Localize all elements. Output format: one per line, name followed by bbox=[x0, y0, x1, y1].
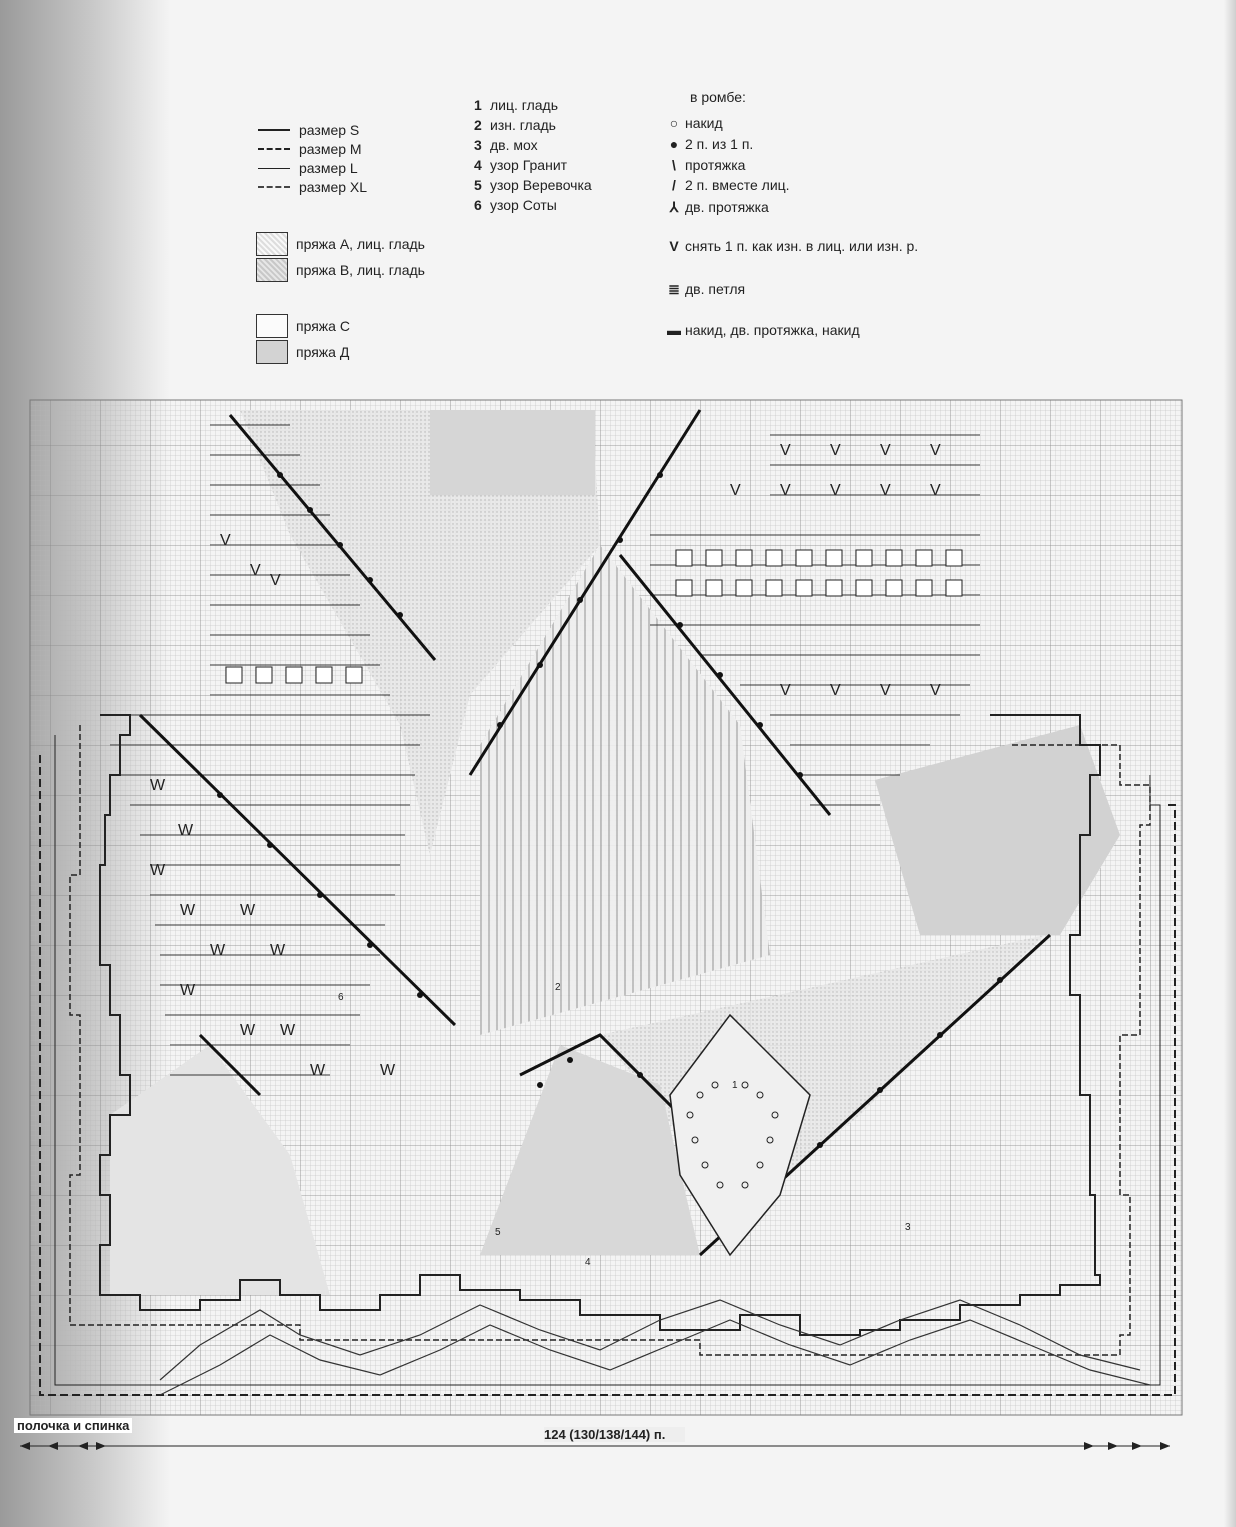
backslash-icon: \ bbox=[672, 157, 676, 173]
legend-size-s: размер S bbox=[258, 121, 359, 139]
svg-text:V: V bbox=[830, 482, 841, 499]
legend-size-l: размер L bbox=[258, 159, 358, 177]
svg-text:V: V bbox=[780, 682, 791, 699]
legend-yarn-d: пряжа Д bbox=[256, 340, 349, 364]
legend-pattern-2: 2 изн. гладь bbox=[474, 117, 556, 133]
svg-text:W: W bbox=[178, 822, 194, 839]
legend-yarn-a: пряжа А, лиц. гладь bbox=[256, 232, 425, 256]
legend-pattern-6: 6 узор Соты bbox=[474, 197, 557, 213]
legend-size-m: размер M bbox=[258, 140, 362, 158]
svg-text:V: V bbox=[930, 482, 941, 499]
svg-text:V: V bbox=[270, 572, 281, 589]
svg-text:V: V bbox=[930, 442, 941, 459]
svg-text:V: V bbox=[880, 482, 891, 499]
legend-yarn-b: пряжа В, лиц. гладь bbox=[256, 258, 425, 282]
legend-symbol-yo-dd-yo: ▬ накид, дв. протяжка, накид bbox=[663, 321, 860, 339]
svg-text:W: W bbox=[270, 942, 286, 959]
footer-left-label: полочка и спинка bbox=[14, 1418, 132, 1433]
legend-symbol-slip: V снять 1 п. как изн. в лиц. или изн. р. bbox=[663, 237, 918, 255]
svg-text:W: W bbox=[210, 942, 226, 959]
legend-pattern-1: 1 лиц. гладь bbox=[474, 97, 559, 113]
chart-label-5: 5 bbox=[495, 1227, 501, 1238]
svg-text:V: V bbox=[830, 442, 841, 459]
svg-text:W: W bbox=[380, 1062, 396, 1079]
dashed-line-icon bbox=[258, 148, 290, 150]
yarn-d-swatch bbox=[256, 340, 288, 364]
legend-size-xl: размер XL bbox=[258, 178, 367, 196]
legend-symbol-double-loop: ≣ дв. петля bbox=[663, 280, 745, 298]
chart-label-3: 3 bbox=[905, 1222, 911, 1233]
chart-label-6: 6 bbox=[338, 992, 344, 1003]
legend-symbol-ssk: \ протяжка bbox=[663, 156, 745, 174]
footer-stitch-count: 124 (130/138/144) п. bbox=[544, 1427, 685, 1442]
open-circle-icon: ○ bbox=[669, 115, 679, 131]
svg-text:V: V bbox=[880, 442, 891, 459]
legend-symbol-increase: ● 2 п. из 1 п. bbox=[663, 135, 753, 153]
width-arrow bbox=[0, 1440, 1236, 1460]
svg-text:V: V bbox=[780, 442, 791, 459]
yarn-b-swatch bbox=[256, 258, 288, 282]
legend-pattern-3: 3 дв. мох bbox=[474, 137, 538, 153]
knitting-chart bbox=[0, 395, 1236, 1425]
region-yarn-d-top bbox=[430, 410, 595, 495]
solid-line-icon bbox=[258, 129, 290, 131]
chart-label-4: 4 bbox=[585, 1257, 591, 1268]
black-rect-icon: ▬ bbox=[667, 322, 681, 338]
legend-symbol-double-decrease: ⅄ дв. протяжка bbox=[663, 198, 769, 216]
thin-line-icon bbox=[258, 168, 290, 169]
v-slip-icon: V bbox=[669, 238, 679, 254]
legend-symbol-yarnover: ○ накид bbox=[663, 114, 723, 132]
legend-rhombus-title: в ромбе: bbox=[690, 89, 746, 105]
legend-symbol-k2tog: / 2 п. вместе лиц. bbox=[663, 176, 790, 194]
yarn-a-swatch bbox=[256, 232, 288, 256]
dashed-line-icon bbox=[258, 186, 290, 188]
svg-text:W: W bbox=[150, 777, 166, 794]
svg-text:W: W bbox=[280, 1022, 296, 1039]
svg-text:W: W bbox=[310, 1062, 326, 1079]
svg-text:V: V bbox=[250, 562, 261, 579]
svg-text:V: V bbox=[880, 682, 891, 699]
svg-text:W: W bbox=[240, 902, 256, 919]
svg-text:V: V bbox=[220, 532, 231, 549]
svg-text:W: W bbox=[180, 982, 196, 999]
yarn-c-swatch bbox=[256, 314, 288, 338]
svg-text:V: V bbox=[930, 682, 941, 699]
chart-label-1: 1 bbox=[732, 1080, 738, 1091]
svg-text:V: V bbox=[830, 682, 841, 699]
double-decrease-icon: ⅄ bbox=[669, 198, 679, 215]
double-loop-icon: ≣ bbox=[668, 280, 680, 297]
slash-icon: / bbox=[672, 177, 676, 193]
svg-text:V: V bbox=[730, 482, 741, 499]
legend-pattern-5: 5 узор Веревочка bbox=[474, 177, 592, 193]
legend-yarn-c: пряжа С bbox=[256, 314, 350, 338]
svg-text:W: W bbox=[180, 902, 196, 919]
filled-circle-icon: ● bbox=[669, 136, 679, 152]
legend-pattern-4: 4 узор Гранит bbox=[474, 157, 568, 173]
svg-text:V: V bbox=[780, 482, 791, 499]
svg-text:W: W bbox=[150, 862, 166, 879]
svg-text:W: W bbox=[240, 1022, 256, 1039]
chart-label-2: 2 bbox=[555, 982, 561, 993]
